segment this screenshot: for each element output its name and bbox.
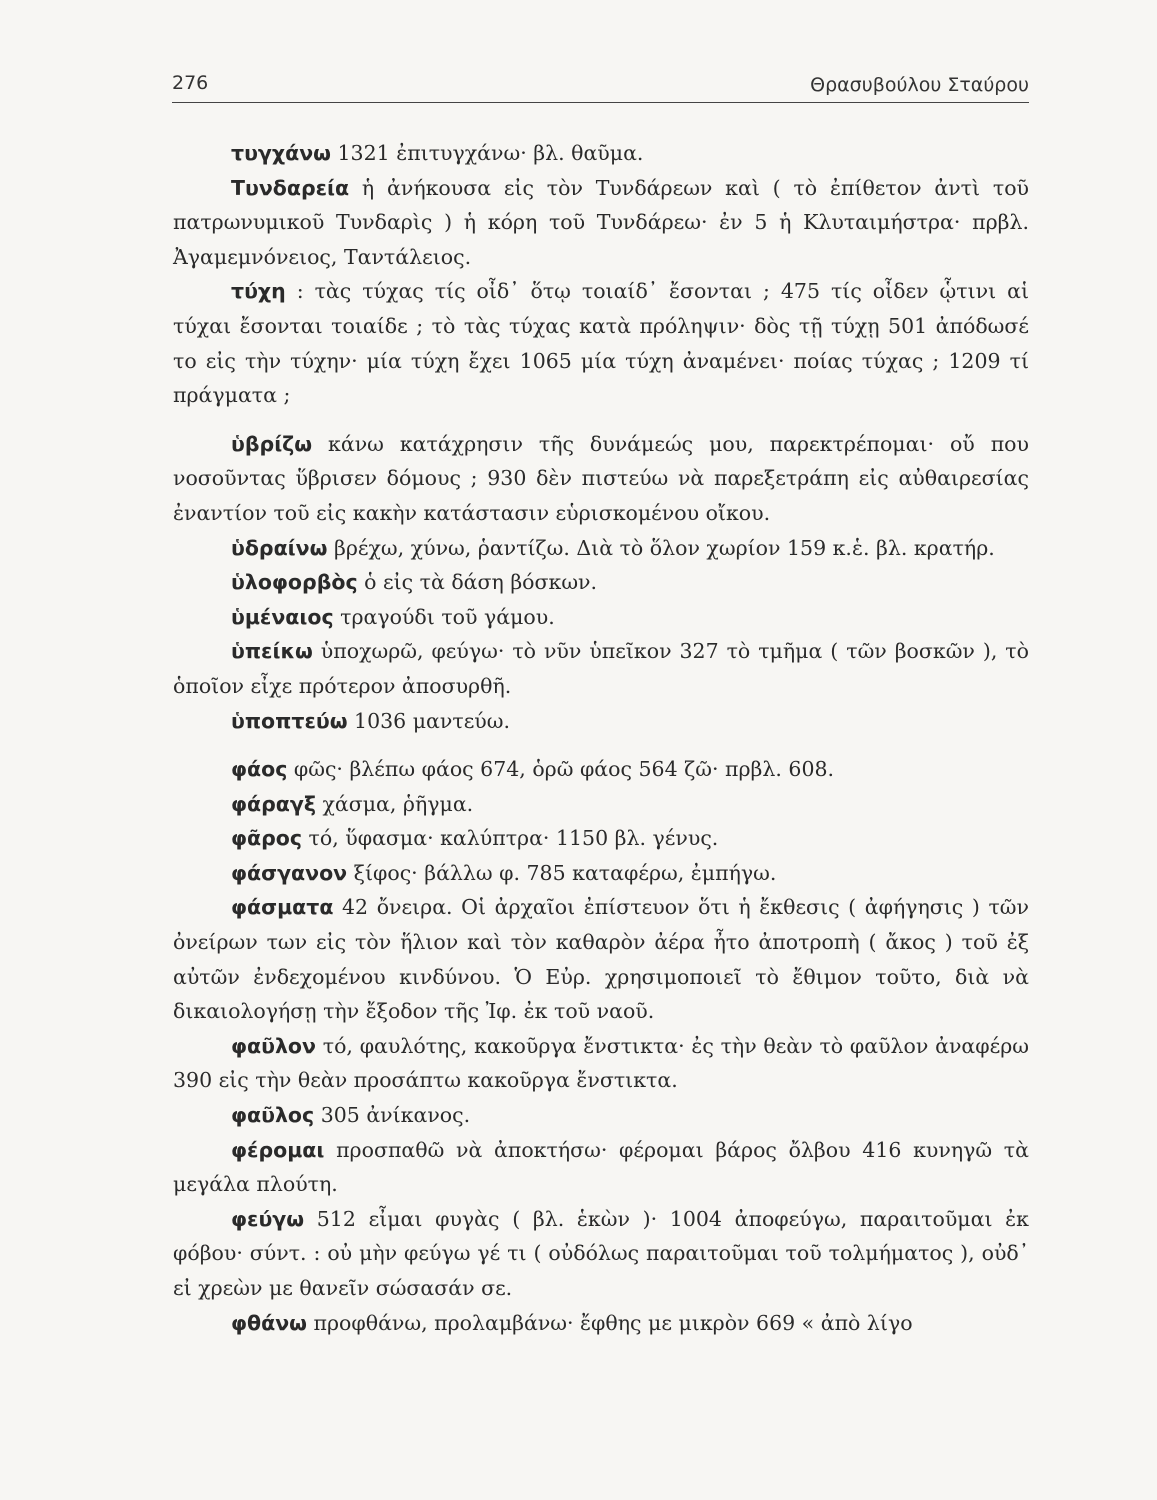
glossary-entry bbox=[173, 1202, 1029, 1306]
glossary-entry bbox=[173, 752, 1029, 787]
entry-text: κάνω κατάχρησιν τῆς δυνάμεώς μου, παρεκτρέπομαι· οὔ που νοσοῦντας ὕβρισεν δόμους ; 930 δὲν πιστεύω νὰ παρεξετράπη εἰς αὐθαιρεσίας ἐναντίον τοῦ εἰς κακὴν κατάστασιν εὑρισκομένου οἴκου. bbox=[173, 431, 1029, 525]
running-head bbox=[172, 66, 1029, 103]
glossary-entry bbox=[173, 136, 1029, 171]
headword: ὑμέναιος bbox=[231, 604, 334, 629]
glossary-entry bbox=[173, 787, 1029, 822]
headword: φάραγξ bbox=[231, 791, 316, 816]
headword: τύχη bbox=[231, 279, 286, 304]
glossary-entries bbox=[173, 136, 1029, 1340]
glossary-entry bbox=[173, 531, 1029, 566]
glossary-entry bbox=[173, 427, 1029, 531]
entry-text: ἡ ἀνήκουσα εἰς τὸν Τυνδάρεων καὶ ( τὸ ἐπίθετον ἀντὶ τοῦ πατρωνυμικοῦ Τυνδαρὶς ) ἡ κόρη τοῦ Τυνδάρεω· ἐν 5 ἡ Κλυταιμήστρα· πρβλ. Ἀγαμεμνόνειος, Ταντάλειος. bbox=[173, 175, 1029, 269]
entry-text: 1036 μαντεύω. bbox=[347, 708, 511, 733]
headword: φαῦλος bbox=[231, 1103, 315, 1128]
glossary-entry bbox=[173, 171, 1029, 275]
entry-text: φῶς· βλέπω φάος 674, ὁρῶ φάος 564 ζῶ· πρβλ. 608. bbox=[287, 757, 835, 782]
headword: φάσγανον bbox=[231, 860, 348, 885]
page-number: 276 bbox=[172, 72, 209, 94]
glossary-entry bbox=[173, 890, 1029, 1028]
headword: ὑβρίζω bbox=[231, 431, 313, 456]
headword: φεύγω bbox=[231, 1206, 305, 1231]
entry-text: βρέχω, χύνω, ῥαντίζω. Διὰ τὸ ὅλον χωρίον 159 κ.ἑ. βλ. κρατήρ. bbox=[327, 535, 995, 560]
headword: φᾶρος bbox=[231, 826, 303, 851]
headword: φάσματα bbox=[231, 895, 334, 920]
entry-text: ὑποχωρῶ, φεύγω· τὸ νῦν ὑπεῖκον 327 τὸ τμῆμα ( τῶν βοσκῶν ), τὸ ὁποῖον εἶχε πρότερον ἀποσυρθῆ. bbox=[173, 639, 1029, 698]
headword: φθάνω bbox=[231, 1310, 307, 1335]
glossary-entry bbox=[173, 821, 1029, 856]
entry-text: τραγούδι τοῦ γάμου. bbox=[333, 604, 555, 629]
glossary-entry bbox=[173, 856, 1029, 891]
entry-text: 42 ὄνειρα. Οἱ ἀρχαῖοι ἐπίστευον ὅτι ἡ ἔκθεσις ( ἀφήγησις ) τῶν ὀνείρων των εἰς τὸν ἥλιον καὶ τὸν καθαρὸν ἀέρα ἦτο ἀποτροπὴ ( ἄκος ) τοῦ ἐξ αὐτῶν ἐνδεχομένου κινδύνου. Ὁ Εὐρ. χρησιμοποιεῖ τὸ ἔθιμον τοῦτο, διὰ νὰ δικαιολογήσῃ τὴν ἔξοδον τῆς Ἰφ. ἐκ τοῦ ναοῦ. bbox=[173, 895, 1029, 1024]
entry-text: προφθάνω, προλαμβάνω· ἔφθης με μικρὸν 669 « ἀπὸ λίγο bbox=[306, 1310, 913, 1335]
headword: ὑποπτεύω bbox=[231, 708, 348, 733]
glossary-entry bbox=[173, 1306, 1029, 1341]
entry-text: ξίφος· βάλλω φ. 785 καταφέρω, ἐμπήγω. bbox=[347, 860, 777, 885]
headword: ὑπείκω bbox=[231, 639, 313, 664]
headword: ὑλοφορβὸς bbox=[231, 570, 358, 595]
entry-text: 305 ἀνίκανος. bbox=[314, 1103, 471, 1128]
headword: φαῦλον bbox=[231, 1033, 316, 1058]
glossary-entry bbox=[173, 1133, 1029, 1202]
entry-text: : τὰς τύχας τίς οἶδ᾽ ὅτῳ τοιαίδ᾽ ἔσονται ; 475 τίς οἶδεν ᾧτινι αἱ τύχαι ἔσονται τοιαίδε ; τὸ τὰς τύχας κατὰ πρόληψιν· δὸς τῇ τύχῃ 501 ἀπόδωσέ το εἰς τὴν τύχην· μία τύχη ἔχει 1065 μία τύχη ἀναμένει· ποίας τύχας ; 1209 τί πράγματα ; bbox=[173, 279, 1029, 408]
glossary-entry bbox=[173, 1029, 1029, 1098]
glossary-entry bbox=[173, 704, 1029, 739]
headword: ὑδραίνω bbox=[231, 535, 328, 560]
glossary-entry bbox=[173, 600, 1029, 635]
entry-text: τό, ὕφασμα· καλύπτρα· 1150 βλ. γένυς. bbox=[302, 826, 719, 851]
glossary-entry bbox=[173, 1098, 1029, 1133]
headword: Τυνδαρεία bbox=[231, 175, 350, 200]
glossary-entry bbox=[173, 565, 1029, 600]
entry-text: προσπαθῶ νὰ ἀποκτήσω· φέρομαι βάρος ὄλβου 416 κυνηγῶ τὰ μεγάλα πλούτη. bbox=[173, 1137, 1029, 1197]
entry-text: 1321 ἐπιτυγχάνω· βλ. θαῦμα. bbox=[330, 141, 644, 165]
entry-text: 512 εἶμαι φυγὰς ( βλ. ἑκὼν )· 1004 ἀποφεύγω, παραιτοῦμαι ἐκ φόβου· σύντ. : οὐ μὴν φεύγω γέ τι ( οὐδόλως παραιτοῦμαι τοῦ τολμήματος ), οὐδ᾽ εἰ χρεὼν με θανεῖν σώσασάν σε. bbox=[173, 1206, 1029, 1300]
glossary-entry bbox=[173, 274, 1029, 412]
headword: τυγχάνω bbox=[231, 141, 331, 165]
headword: φάος bbox=[231, 757, 288, 782]
glossary-entry bbox=[173, 634, 1029, 703]
headword: φέρομαι bbox=[231, 1137, 325, 1162]
entry-text: χάσμα, ῥῆγμα. bbox=[315, 791, 474, 816]
running-head-author: Θρασυβούλου Σταύρου bbox=[810, 74, 1029, 96]
entry-text: τό, φαυλότης, κακοῦργα ἔνστικτα· ἐς τὴν θεὰν τὸ φαῦλον ἀναφέρω 390 εἰς τὴν θεὰν προσάπτω κακοῦργα ἔνστικτα. bbox=[173, 1033, 1029, 1093]
entry-text: ὁ εἰς τὰ δάση βόσκων. bbox=[357, 570, 598, 595]
